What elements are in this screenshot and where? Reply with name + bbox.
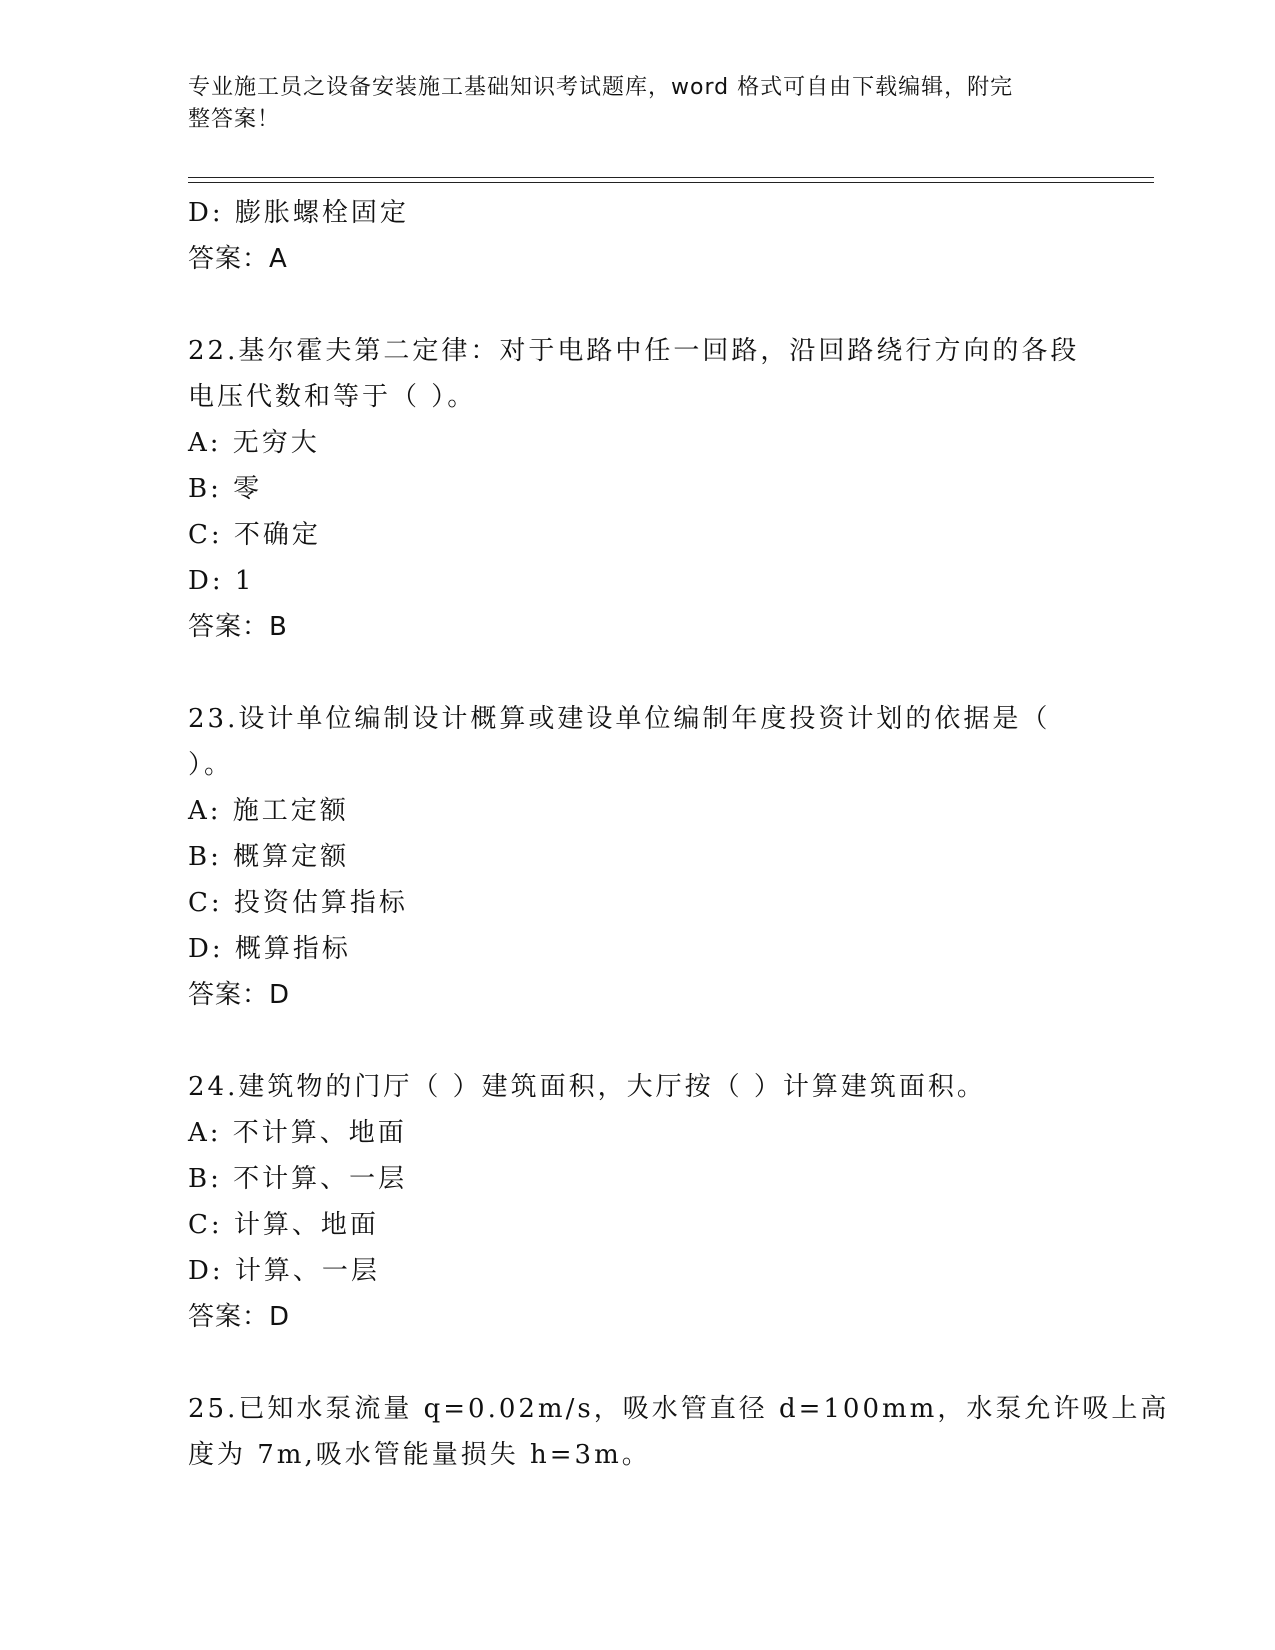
option-c: C: 投资估算指标 — [188, 888, 408, 918]
option-a: A: 不计算、地面 — [188, 1118, 407, 1148]
block-spacer — [188, 650, 1088, 696]
option-d: D: 概算指标 — [188, 934, 351, 964]
block-spacer — [188, 282, 1088, 328]
header-divider-top — [188, 177, 1154, 178]
question-block — [188, 1386, 1170, 1478]
option-c: C: 不确定 — [188, 520, 321, 550]
option-d: D: 1 — [188, 566, 255, 596]
question-block — [188, 328, 1088, 650]
option-b: B: 概算定额 — [188, 842, 350, 872]
question-text: 22.基尔霍夫第二定律：对于电路中任一回路，沿回路绕行方向的各段 — [188, 336, 1080, 366]
answer-line: 答案：B — [188, 612, 288, 642]
question-block — [188, 1064, 1088, 1340]
header-line-2: 整答案！ — [188, 107, 281, 132]
answer-line: 答案：D — [188, 1302, 291, 1332]
header-divider-bottom — [188, 182, 1154, 183]
answer-line: 答案：D — [188, 980, 291, 1010]
option-d: D: 计算、一层 — [188, 1256, 380, 1286]
question-text: 24.建筑物的门厅（ ）建筑面积，大厅按（ ）计算建筑面积。 — [188, 1072, 986, 1102]
option-c: C: 计算、地面 — [188, 1210, 379, 1240]
page-header — [188, 72, 1068, 136]
option-b: B: 不计算、一层 — [188, 1164, 408, 1194]
option-b: B: 零 — [188, 474, 263, 504]
question-block — [188, 190, 1088, 282]
question-text: 度为 7m,吸水管能量损失 h=3m。 — [188, 1440, 651, 1470]
option-a: A: 施工定额 — [188, 796, 349, 826]
question-text: 25.已知水泵流量 q=0.02m/s，吸水管直径 d=100mm，水泵允许吸上高 — [188, 1394, 1170, 1424]
question-text: ）。 — [188, 750, 234, 780]
question-text: 电压代数和等于（ ）。 — [188, 382, 477, 412]
option-d: D: 膨胀螺栓固定 — [188, 198, 409, 228]
block-spacer — [188, 1018, 1088, 1064]
question-list — [188, 190, 1170, 1478]
block-spacer — [188, 1340, 1088, 1386]
question-text: 23.设计单位编制设计概算或建设单位编制年度投资计划的依据是（ — [188, 704, 1051, 734]
answer-line: 答案：A — [188, 244, 288, 274]
option-a: A: 无穷大 — [188, 428, 320, 458]
question-block — [188, 696, 1088, 1018]
header-line-1: 专业施工员之设备安装施工基础知识考试题库，word 格式可自由下载编辑，附完 — [188, 75, 1014, 100]
